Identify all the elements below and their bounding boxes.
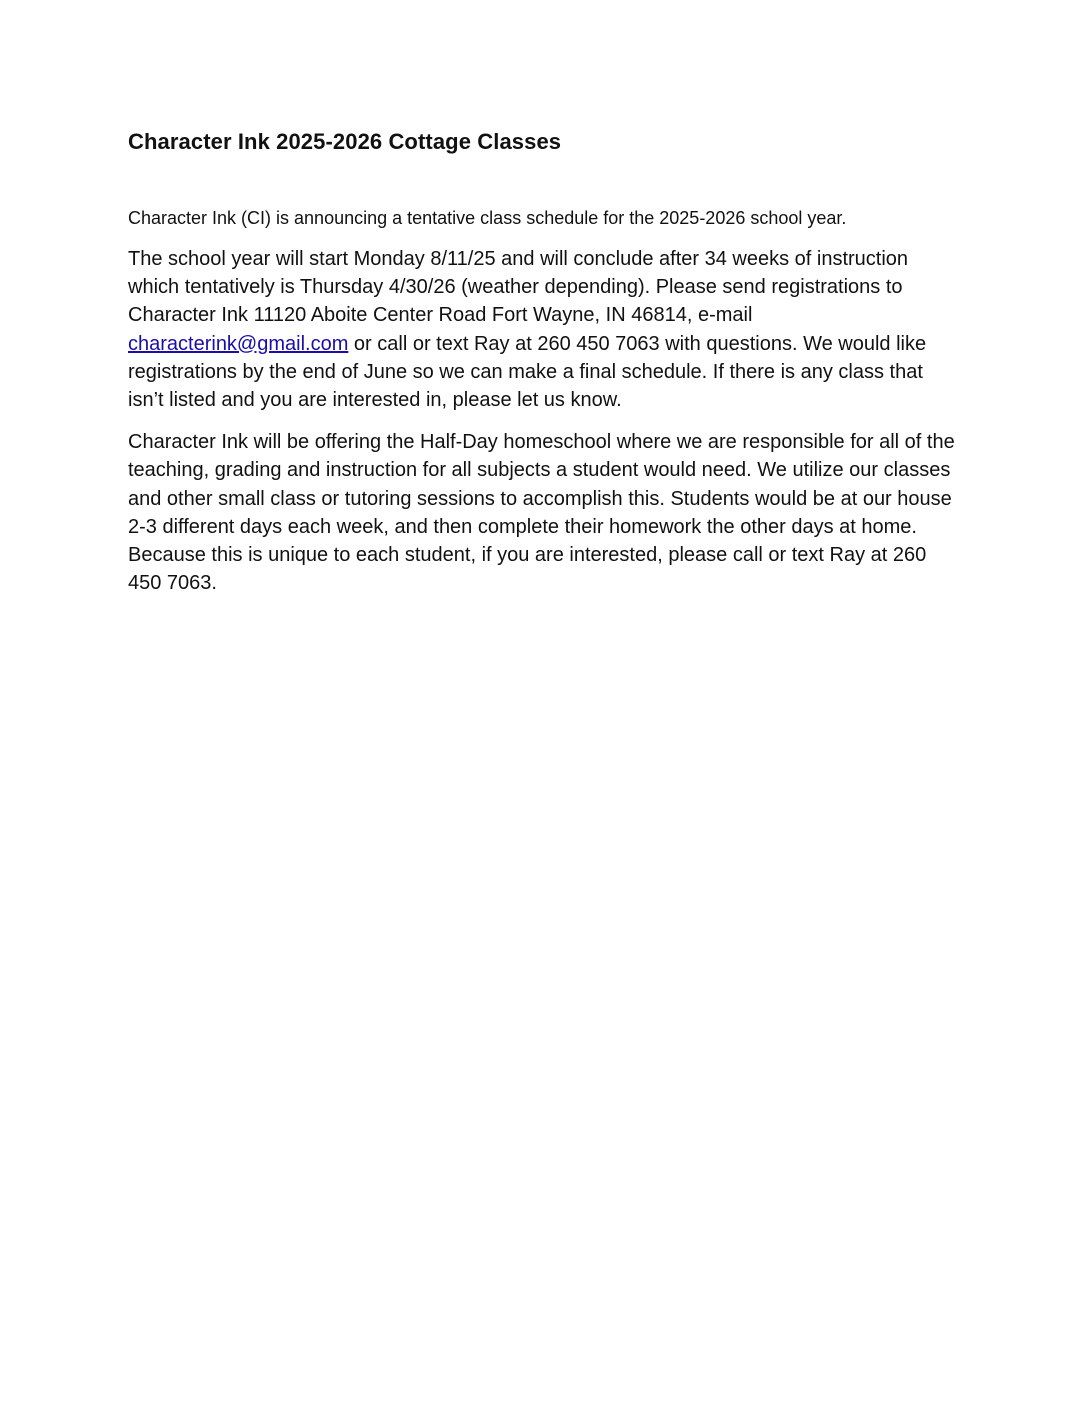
document-page bbox=[128, 126, 958, 597]
schedule-paragraph bbox=[128, 245, 958, 414]
half-day-paragraph: Character Ink will be offering the Half-Day homeschool where we are responsible for all of the teaching, grading and instruction for all subjects a student would need. We utilize our classes and other small class or tutoring sessions to accomplish this. Students would be at our house 2-3 different days each week, and then complete their homework the other days at home. Because this is unique to each student, if you are interested, please call or text Ray at 260 450 7063. bbox=[128, 431, 955, 595]
schedule-text-before-link: The school year will start Monday 8/11/25 and will conclude after 34 weeks of instruction which tentatively is Thursday 4/30/26 (weather depending). Please send registrations to Character Ink 11120 Aboite Center Road Fort Wayne, IN 46814, e-mail bbox=[128, 248, 909, 327]
email-link[interactable]: characterink@gmail.com bbox=[128, 332, 349, 355]
schedule-text-after-link: or call or text Ray at 260 450 7063 with questions. We would like registrations by the end of June so we can make a final schedule. If there is any class that isn’t listed and you are interested in, please let us know. bbox=[128, 332, 927, 412]
intro-paragraph: Character Ink (CI) is announcing a tentative class schedule for the 2025-2026 school year. bbox=[128, 208, 847, 228]
document-title: Character Ink 2025-2026 Cottage Classes bbox=[128, 129, 562, 154]
